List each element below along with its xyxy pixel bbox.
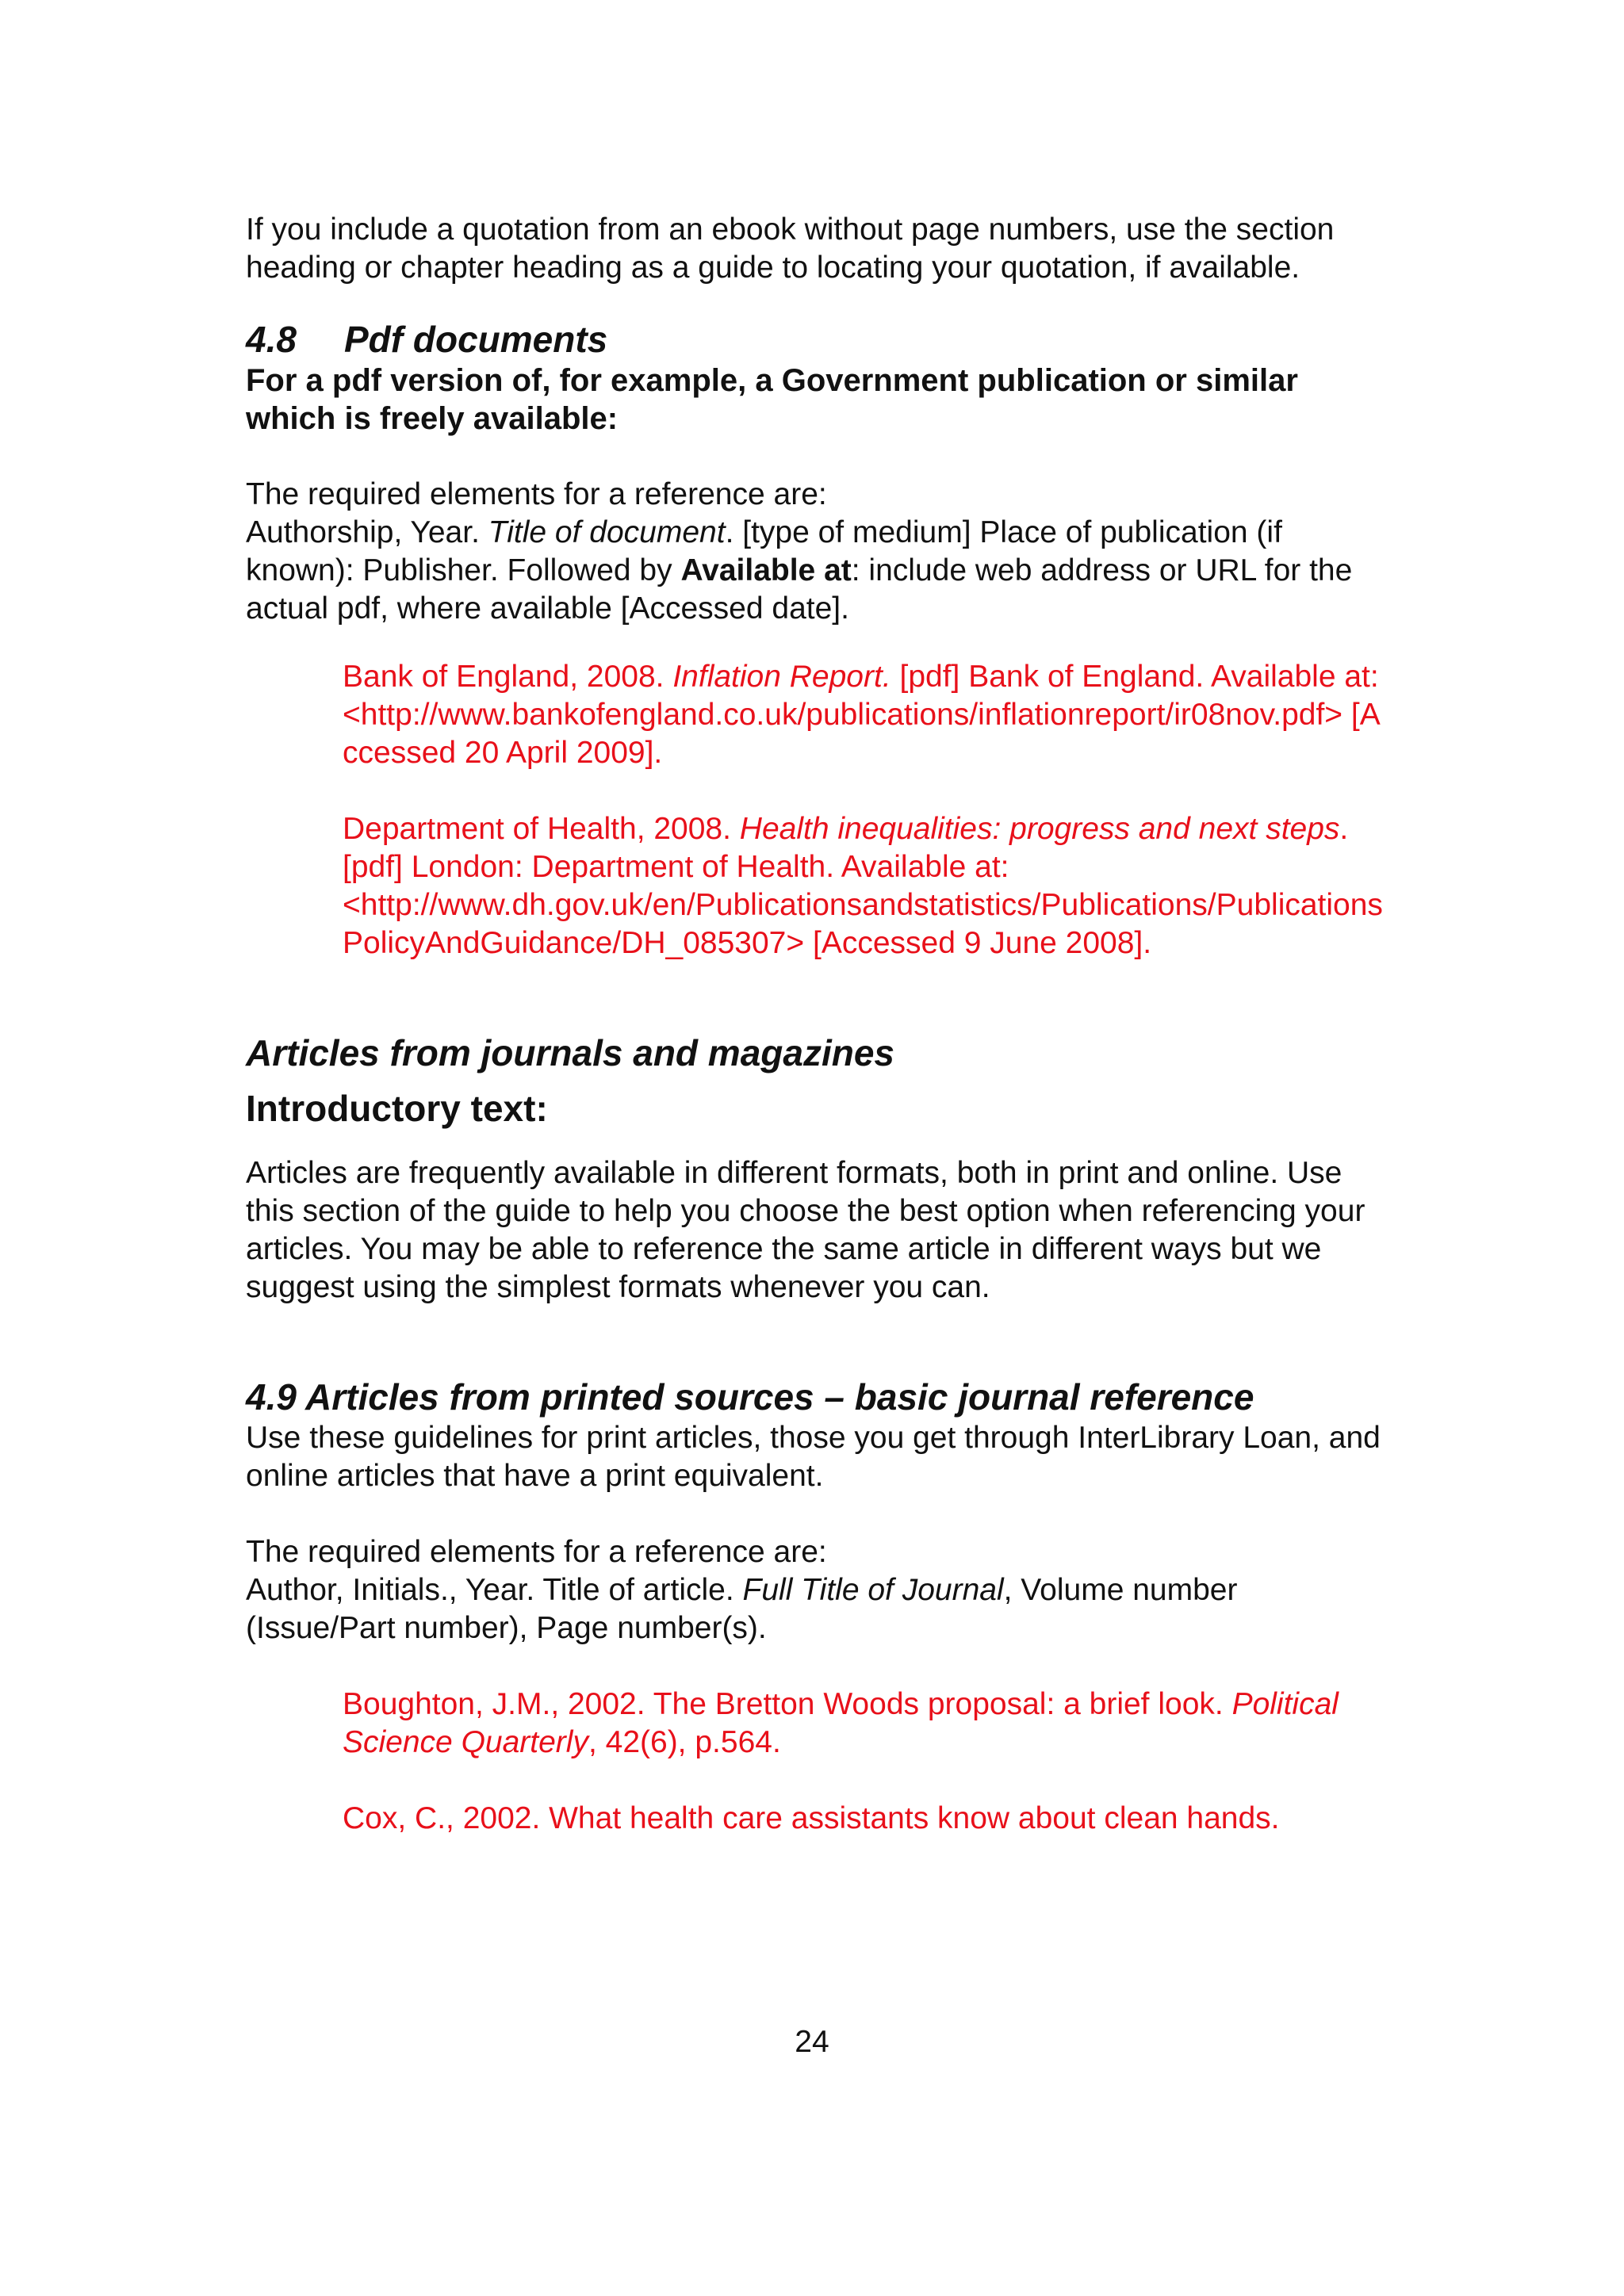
example-journal: Political Science Quarterly	[343, 1687, 1339, 1759]
format-text: Authorship, Year.	[246, 515, 488, 549]
format-text: , Volume number (Issue/Part number), Page number(s).	[246, 1573, 1238, 1645]
section-number: 4.8	[246, 319, 297, 360]
example-text: [pdf] Bank of England. Available at: <http://www.bankofengland.co.uk/publications/inflationreport/ir08nov.pdf> [Accessed 20 April 2009].	[343, 660, 1381, 770]
articles-heading: Articles from journals and magazines	[246, 1032, 895, 1073]
example-text: . [pdf] London: Department of Health. Available at: <http://www.dh.gov.uk/en/Publicationsandstatistics/Publications/PublicationsPolicyAndGuidance/DH_085307> [Accessed 9 June 2008].	[343, 812, 1383, 960]
required-elements-intro: The required elements for a reference are:	[246, 1535, 827, 1569]
example-text: Department of Health, 2008.	[343, 812, 740, 846]
example-reference	[343, 1686, 1389, 1762]
example-text: Boughton, J.M., 2002. The Bretton Woods proposal: a brief look.	[343, 1687, 1232, 1721]
introductory-heading: Introductory text:	[246, 1088, 548, 1129]
section-4-8-heading	[246, 317, 1388, 362]
example-text: Bank of England, 2008.	[343, 660, 673, 694]
example-text: Cox, C., 2002. What health care assistants know about clean hands.	[343, 1801, 1280, 1835]
format-available-at: Available at	[680, 553, 852, 587]
reference-format	[246, 1571, 1388, 1647]
example-text: , 42(6), p.564.	[588, 1725, 781, 1759]
section-4-9-heading: 4.9 Articles from printed sources – basic journal reference	[246, 1376, 1254, 1418]
page-number: 24	[795, 2025, 829, 2059]
reference-format	[246, 514, 1388, 628]
example-title: Health inequalities: progress and next steps	[739, 812, 1340, 846]
section-title: Pdf documents	[344, 319, 608, 360]
format-text: . [type of medium] Place of publication (if known): Publisher. Followed by	[246, 515, 1282, 587]
section-4-9-description: Use these guidelines for print articles, those you get through InterLibrary Loan, and online articles that have a print equivalent.	[246, 1421, 1381, 1493]
format-title: Title of document	[488, 515, 726, 549]
example-reference	[343, 810, 1389, 962]
required-elements-intro: The required elements for a reference are:	[246, 477, 827, 511]
intro-paragraph: If you include a quotation from an ebook without page numbers, use the section heading or chapter heading as a guide to locating your quotation, if available.	[246, 212, 1335, 285]
format-journal: Full Title of Journal	[742, 1573, 1004, 1607]
format-text: : include web address or URL for the actual pdf, where available [Accessed date].	[246, 553, 1353, 626]
articles-intro-paragraph: Articles are frequently available in different formats, both in print and online. Use this section of the guide to help you choose the best option when referencing your articles. You may be able to reference the same article in different ways but we suggest using the simplest formats whenever you can.	[246, 1156, 1365, 1304]
example-reference	[343, 658, 1389, 772]
pdf-subheading: For a pdf version of, for example, a Government publication or similar which is freely available:	[246, 363, 1298, 436]
format-text: Author, Initials., Year. Title of article.	[246, 1573, 743, 1607]
example-title: Inflation Report.	[672, 660, 891, 694]
example-reference	[343, 1800, 1389, 1838]
page-content	[246, 211, 1388, 1838]
